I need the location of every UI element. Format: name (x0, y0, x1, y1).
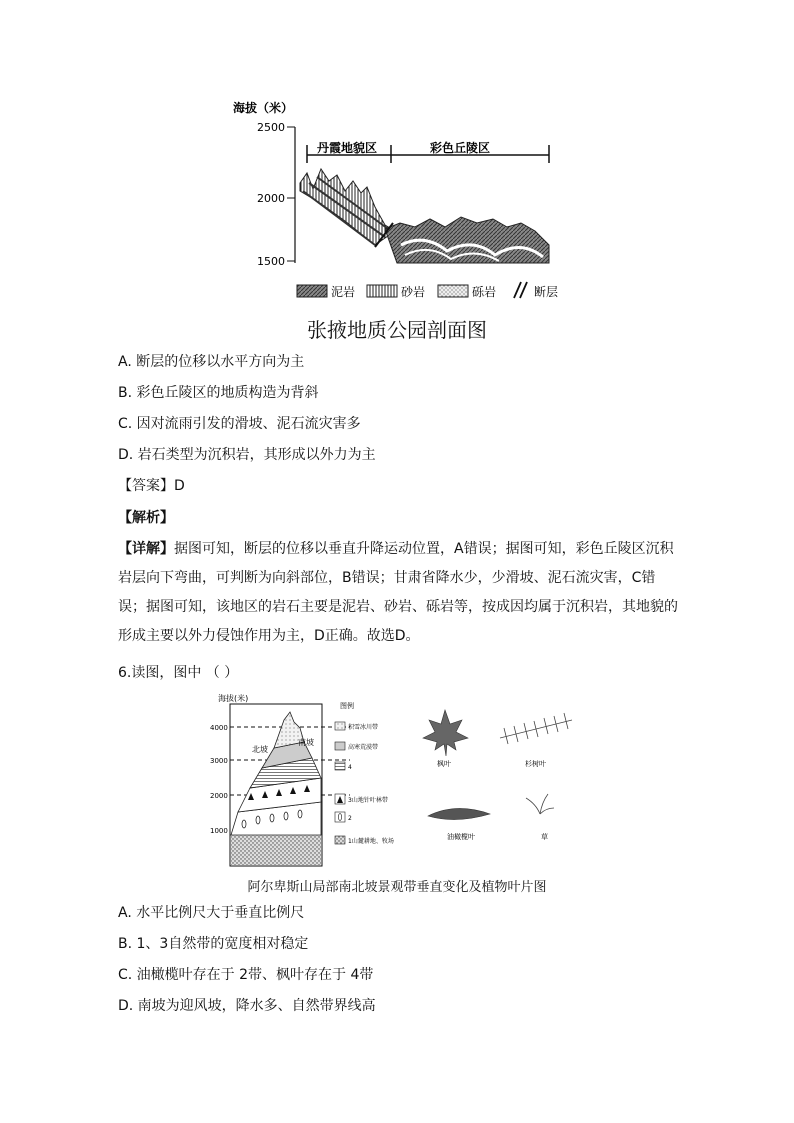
tick-label-2500: 2500 (257, 121, 285, 134)
q6-option-d: D. 南坡为迎风坡，降水多、自然带界线高 (118, 998, 376, 1014)
q5-detail-text: 据图可知，断层的位移以垂直升降运动位置，A错误；据图可知，彩色丘陵区沉积岩层向下弯曲，可判断为向斜部位，B错误；甘肃省降水少，少滑坡、泥石流灾害，C错误；据图可知，该地区的岩石主要是泥岩、砂岩、砾岩等，按成因均属于沉积岩，其地貌的形成主要以外力侵蚀作用为主，D正确。故选D。 (118, 541, 678, 644)
alps-tick-4000: 4000 (210, 724, 228, 732)
figure1-caption: 张掖地质公园剖面图 (307, 318, 487, 342)
geology-profile-figure (225, 95, 575, 310)
legend-fault-symbol (514, 282, 527, 298)
zone-hills-label: 彩色丘陵区 (430, 141, 491, 155)
q5-detail-paragraph (118, 535, 678, 651)
alps-legend-label-desert: 高寒荒漠带 (348, 744, 379, 751)
legend-mudstone-label: 泥岩 (331, 285, 356, 299)
zone-danxia-label: 丹霞地貌区 (317, 141, 378, 155)
fir-branch-icon (500, 713, 572, 744)
alps-legend-swatch-desert (335, 742, 345, 750)
q6-stem: 6.读图，图中 （ ） (118, 665, 239, 681)
alps-legend-swatch-1 (335, 836, 345, 844)
grass-icon (526, 794, 554, 814)
alps-legend-title: 图例 (340, 702, 354, 710)
tick-label-2000: 2000 (257, 192, 285, 205)
alps-zone-1 (231, 835, 321, 865)
legend-conglomerate-label: 砾岩 (472, 285, 497, 299)
alps-legend-label-snow: 积雪冰川带 (348, 724, 379, 731)
legend-conglomerate-swatch (438, 285, 468, 297)
alps-ylabel: 海拔(米) (218, 694, 249, 703)
alps-tick-3000: 3000 (210, 757, 228, 765)
legend-sandstone-swatch (367, 285, 397, 297)
tick-label-1500: 1500 (257, 255, 285, 268)
plant-label-olive: 油橄榄叶 (447, 833, 475, 841)
alps-legend-label-4: 4 (348, 764, 352, 771)
alps-legend-label-3: 3山地针叶林带 (348, 797, 388, 804)
q5-option-d: D. 岩石类型为沉积岩，其形成以外力为主 (118, 447, 376, 463)
profile-ylabel: 海拔（米） (233, 101, 294, 115)
q5-analysis-label: 【解析】 (118, 510, 174, 526)
q6-option-a: A. 水平比例尺大于垂直比例尺 (118, 905, 305, 921)
alps-tick-2000: 2000 (210, 792, 228, 800)
alps-north-slope-label: 北坡 (252, 745, 268, 754)
q5-answer: 【答案】D (118, 478, 185, 494)
legend-sandstone-label: 砂岩 (401, 285, 426, 299)
hills-terrain (385, 217, 549, 263)
alps-tick-1000: 1000 (210, 827, 228, 835)
q5-detail-label: 【详解】 (118, 541, 174, 557)
alps-legend-swatch-4 (335, 762, 345, 770)
q5-option-c: C. 因对流雨引发的滑坡、泥石流灾害多 (118, 416, 361, 432)
alps-south-slope-label: 南坡 (298, 738, 314, 747)
q5-option-b: B. 彩色丘陵区的地质构造为背斜 (118, 385, 319, 401)
alps-vertical-zone-figure (200, 690, 580, 870)
alps-legend-label-2: 2 (348, 815, 352, 822)
q6-option-c: C. 油橄榄叶存在于 2带、枫叶存在于 4带 (118, 967, 374, 983)
maple-leaf-icon (423, 710, 468, 756)
plant-label-maple: 枫叶 (437, 760, 451, 768)
figure2-caption: 阿尔卑斯山局部南北坡景观带垂直变化及植物叶片图 (247, 880, 547, 895)
plant-label-grass: 草 (541, 833, 548, 841)
q6-option-b: B. 1、3自然带的宽度相对稳定 (118, 936, 309, 952)
q5-option-a: A. 断层的位移以水平方向为主 (118, 354, 305, 370)
alps-legend-swatch-snow (335, 722, 345, 730)
olive-leaf-icon (428, 808, 490, 819)
plant-label-fir: 杉树叶 (525, 760, 546, 768)
legend-fault-label: 断层 (534, 285, 559, 299)
alps-legend-label-1: 1山麓耕地、牧场 (348, 838, 394, 845)
legend-mudstone-swatch (297, 285, 327, 297)
